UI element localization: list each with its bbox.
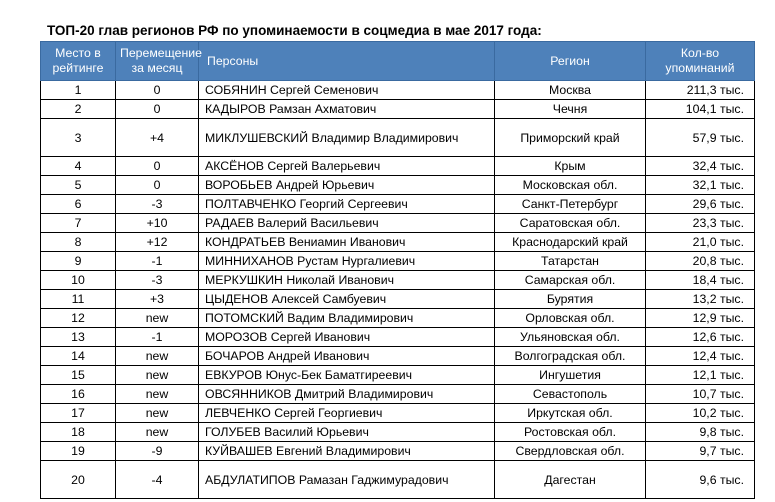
move-cell: -3 bbox=[116, 271, 199, 290]
table-row bbox=[41, 290, 755, 309]
move-cell: new bbox=[116, 404, 199, 423]
move-cell: -9 bbox=[116, 442, 199, 461]
table-row bbox=[41, 271, 755, 290]
move-cell: +4 bbox=[116, 119, 199, 157]
region-cell: Орловская обл. bbox=[495, 309, 646, 328]
count-cell: 10,7 тыс. bbox=[646, 385, 755, 404]
table-row bbox=[41, 309, 755, 328]
person-cell: ПОЛТАВЧЕНКО Георгий Сергеевич bbox=[199, 195, 495, 214]
person-cell: МОРОЗОВ Сергей Иванович bbox=[199, 328, 495, 347]
person-cell: КАДЫРОВ Рамзан Ахматович bbox=[199, 100, 495, 119]
table-header-row bbox=[41, 42, 755, 81]
person-cell: МИКЛУШЕВСКИЙ Владимир Владимирович bbox=[199, 119, 495, 157]
table-row bbox=[41, 347, 755, 366]
count-cell: 211,3 тыс. bbox=[646, 81, 755, 100]
region-cell: Самарская обл. bbox=[495, 271, 646, 290]
rank-cell: 9 bbox=[41, 252, 116, 271]
header-person: Персоны bbox=[199, 42, 495, 81]
move-cell: -1 bbox=[116, 252, 199, 271]
rank-cell: 10 bbox=[41, 271, 116, 290]
move-cell: 0 bbox=[116, 81, 199, 100]
count-cell: 12,6 тыс. bbox=[646, 328, 755, 347]
header-rank: Место в рейтинге bbox=[41, 42, 116, 81]
count-cell: 104,1 тыс. bbox=[646, 100, 755, 119]
count-cell: 12,9 тыс. bbox=[646, 309, 755, 328]
count-cell: 13,2 тыс. bbox=[646, 290, 755, 309]
region-cell: Московская обл. bbox=[495, 176, 646, 195]
move-cell: +3 bbox=[116, 290, 199, 309]
rank-cell: 18 bbox=[41, 423, 116, 442]
person-cell: ГОЛУБЕВ Василий Юрьевич bbox=[199, 423, 495, 442]
count-cell: 29,6 тыс. bbox=[646, 195, 755, 214]
table-row bbox=[41, 157, 755, 176]
table-row bbox=[41, 328, 755, 347]
count-cell: 20,8 тыс. bbox=[646, 252, 755, 271]
move-cell: 0 bbox=[116, 157, 199, 176]
region-cell: Бурятия bbox=[495, 290, 646, 309]
move-cell: new bbox=[116, 385, 199, 404]
rank-cell: 3 bbox=[41, 119, 116, 157]
table-row bbox=[41, 176, 755, 195]
header-region: Регион bbox=[495, 42, 646, 81]
rank-cell: 6 bbox=[41, 195, 116, 214]
region-cell: Татарстан bbox=[495, 252, 646, 271]
rank-cell: 11 bbox=[41, 290, 116, 309]
table-row bbox=[41, 385, 755, 404]
rank-cell: 17 bbox=[41, 404, 116, 423]
count-cell: 9,6 тыс. bbox=[646, 461, 755, 499]
rank-cell: 14 bbox=[41, 347, 116, 366]
table-row bbox=[41, 81, 755, 100]
table-row bbox=[41, 214, 755, 233]
move-cell: 0 bbox=[116, 100, 199, 119]
region-cell: Краснодарский край bbox=[495, 233, 646, 252]
region-cell: Волгоградская обл. bbox=[495, 347, 646, 366]
count-cell: 10,2 тыс. bbox=[646, 404, 755, 423]
count-cell: 32,4 тыс. bbox=[646, 157, 755, 176]
region-cell: Крым bbox=[495, 157, 646, 176]
table-row bbox=[41, 404, 755, 423]
table-row bbox=[41, 423, 755, 442]
count-cell: 21,0 тыс. bbox=[646, 233, 755, 252]
page-title: ТОП-20 глав регионов РФ по упоминаемости в соцмедиа в мае 2017 года: bbox=[47, 23, 542, 38]
rank-cell: 5 bbox=[41, 176, 116, 195]
region-cell: Свердловская обл. bbox=[495, 442, 646, 461]
person-cell: ПОТОМСКИЙ Вадим Владимирович bbox=[199, 309, 495, 328]
person-cell: СОБЯНИН Сергей Семенович bbox=[199, 81, 495, 100]
person-cell: ЦЫДЕНОВ Алексей Самбуевич bbox=[199, 290, 495, 309]
person-cell: ВОРОБЬЕВ Андрей Юрьевич bbox=[199, 176, 495, 195]
move-cell: -1 bbox=[116, 328, 199, 347]
table-row bbox=[41, 461, 755, 499]
move-cell: 0 bbox=[116, 176, 199, 195]
region-cell: Приморский край bbox=[495, 119, 646, 157]
move-cell: new bbox=[116, 309, 199, 328]
move-cell: +10 bbox=[116, 214, 199, 233]
region-cell: Дагестан bbox=[495, 461, 646, 499]
region-cell: Севастополь bbox=[495, 385, 646, 404]
person-cell: РАДАЕВ Валерий Васильевич bbox=[199, 214, 495, 233]
rank-cell: 2 bbox=[41, 100, 116, 119]
count-cell: 12,4 тыс. bbox=[646, 347, 755, 366]
table-row bbox=[41, 442, 755, 461]
table-row bbox=[41, 100, 755, 119]
count-cell: 12,1 тыс. bbox=[646, 366, 755, 385]
person-cell: ЕВКУРОВ Юнус-Бек Баматгиреевич bbox=[199, 366, 495, 385]
region-cell: Ростовская обл. bbox=[495, 423, 646, 442]
move-cell: -3 bbox=[116, 195, 199, 214]
rank-cell: 20 bbox=[41, 461, 116, 499]
rank-cell: 19 bbox=[41, 442, 116, 461]
ranking-table bbox=[40, 41, 755, 499]
person-cell: АБДУЛАТИПОВ Рамазан Гаджимурадович bbox=[199, 461, 495, 499]
region-cell: Чечня bbox=[495, 100, 646, 119]
count-cell: 9,7 тыс. bbox=[646, 442, 755, 461]
table-body bbox=[41, 81, 755, 499]
person-cell: ОВСЯННИКОВ Дмитрий Владимирович bbox=[199, 385, 495, 404]
person-cell: БОЧАРОВ Андрей Иванович bbox=[199, 347, 495, 366]
rank-cell: 15 bbox=[41, 366, 116, 385]
count-cell: 32,1 тыс. bbox=[646, 176, 755, 195]
count-cell: 23,3 тыс. bbox=[646, 214, 755, 233]
rank-cell: 16 bbox=[41, 385, 116, 404]
person-cell: ЛЕВЧЕНКО Сергей Георгиевич bbox=[199, 404, 495, 423]
person-cell: МИННИХАНОВ Рустам Нургалиевич bbox=[199, 252, 495, 271]
region-cell: Саратовская обл. bbox=[495, 214, 646, 233]
rank-cell: 1 bbox=[41, 81, 116, 100]
region-cell: Ульяновская обл. bbox=[495, 328, 646, 347]
move-cell: new bbox=[116, 347, 199, 366]
table-row bbox=[41, 195, 755, 214]
region-cell: Москва bbox=[495, 81, 646, 100]
rank-cell: 7 bbox=[41, 214, 116, 233]
header-count: Кол-во упоминаний bbox=[646, 42, 755, 81]
rank-cell: 8 bbox=[41, 233, 116, 252]
person-cell: АКСЁНОВ Сергей Валерьевич bbox=[199, 157, 495, 176]
rank-cell: 13 bbox=[41, 328, 116, 347]
table-row bbox=[41, 252, 755, 271]
region-cell: Санкт-Петербург bbox=[495, 195, 646, 214]
rank-cell: 4 bbox=[41, 157, 116, 176]
table-row bbox=[41, 119, 755, 157]
rank-cell: 12 bbox=[41, 309, 116, 328]
move-cell: +12 bbox=[116, 233, 199, 252]
region-cell: Иркутская обл. bbox=[495, 404, 646, 423]
count-cell: 9,8 тыс. bbox=[646, 423, 755, 442]
person-cell: КОНДРАТЬЕВ Вениамин Иванович bbox=[199, 233, 495, 252]
table-row bbox=[41, 366, 755, 385]
move-cell: new bbox=[116, 366, 199, 385]
region-cell: Ингушетия bbox=[495, 366, 646, 385]
header-move: Перемещение за месяц bbox=[116, 42, 199, 81]
move-cell: new bbox=[116, 423, 199, 442]
table-row bbox=[41, 233, 755, 252]
count-cell: 57,9 тыс. bbox=[646, 119, 755, 157]
person-cell: МЕРКУШКИН Николай Иванович bbox=[199, 271, 495, 290]
move-cell: -4 bbox=[116, 461, 199, 499]
person-cell: КУЙВАШЕВ Евгений Владимирович bbox=[199, 442, 495, 461]
count-cell: 18,4 тыс. bbox=[646, 271, 755, 290]
